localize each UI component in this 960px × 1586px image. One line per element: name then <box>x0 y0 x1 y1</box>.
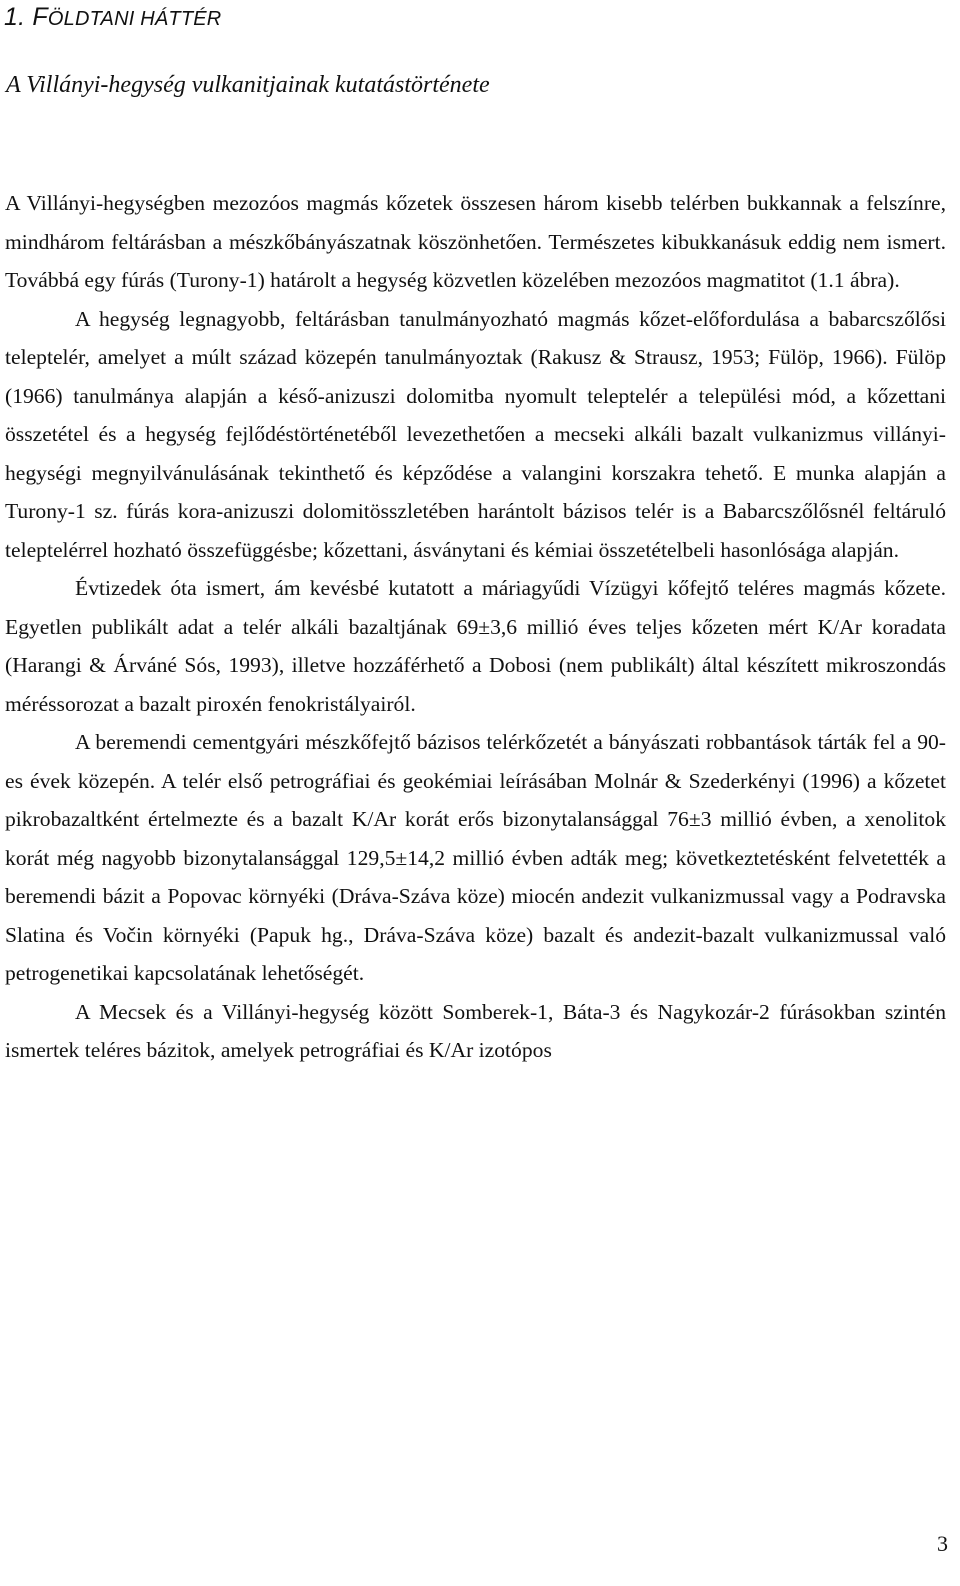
section-title: A Villányi-hegység vulkanitjainak kutatástörténete <box>6 72 490 98</box>
chapter-title-rest: ÖLDTANI HÁTTÉR <box>47 8 222 30</box>
chapter-heading <box>4 0 221 36</box>
body-text <box>5 184 946 1070</box>
chapter-number: 1. <box>4 3 26 31</box>
paragraph-intro: A Villányi-hegységben mezozóos magmás kőzetek összesen három kisebb telérben bukkannak a felszínre, mindhárom feltárásban a mészkőbányászatnak köszönhetően. Természetes kibukkanásuk eddig nem ismert. Továbbá egy fúrás (Turony-1) határolt a hegység közvetlen közelében mezozóos magmatitot (1.1 ábra). <box>5 191 946 292</box>
paragraph-mecsek-villany: A Mecsek és a Villányi-hegység között Somberek-1, Báta-3 és Nagykozár-2 fúrásokban szintén ismertek teléres bázitok, amelyek petrográfiai és K/Ar izotópos <box>5 999 946 1062</box>
chapter-title-initial: F <box>32 3 48 31</box>
paragraph-babarcszolos: A hegység legnagyobb, feltárásban tanulmányozható magmás kőzet-előfordulása a babarcszőlősi teleptelér, amelyet a múlt század közepén tanulmányoztak (Rakusz & Strausz, 1953; Fülöp, 1966). Fülöp (1966) tanulmánya alapján a késő-anizuszi dolomitba nyomult teleptelér a települési mód, a kőzettani összetétel és a hegység fejlődéstörténetéből levezethetően a mecseki alkáli bazalt vulkanizmus villányi-hegységi megnyilvánulásának tekinthető és képződése a valangini korszakra tehető. E munka alapján a Turony-1 sz. fúrás kora-anizuszi dolomitösszletében harántolt bázisos telér is a Babarcszőlősnél feltáruló teleptelérrel hozható összefüggésbe; kőzettani, ásványtani és kémiai összetételbeli hasonlósága alapján. <box>5 306 946 562</box>
page-number: 3 <box>937 1531 948 1556</box>
paragraph-mariagyud: Évtizedek óta ismert, ám kevésbé kutatott a máriagyűdi Vízügyi kőfejtő teléres magmás kőzete. Egyetlen publikált adat a telér alkáli bazaltjának 69±3,6 millió éves teljes kőzeten mért K/Ar koradata (Harangi & Árváné Sós, 1993), illetve hozzáférhető a Dobosi (nem publikált) által készített mikroszondás méréssorozat a bazalt piroxén fenokristályairól. <box>5 576 946 716</box>
paragraph-beremend: A beremendi cementgyári mészkőfejtő bázisos telérkőzetét a bányászati robbantások tárták fel a 90-es évek közepén. A telér első petrográfiai és geokémiai leírásában Molnár & Szederkényi (1996) a kőzetet pikrobazaltként értelmezte és a bazalt K/Ar korát erős bizonytalansággal 76±3 millió évben, a xenolitok korát még nagyobb bizonytalansággal 129,5±14,2 millió évben adták meg; következtetésként felvetették a beremendi bázit a Popovac környéki (Dráva-Száva köze) miocén andezit vulkanizmussal vagy a Podravska Slatina és Vočin környéki (Papuk hg., Dráva-Száva köze) bazalt és andezit-bazalt vulkanizmussal való petrogenetikai kapcsolatának lehetőségét. <box>5 730 946 985</box>
